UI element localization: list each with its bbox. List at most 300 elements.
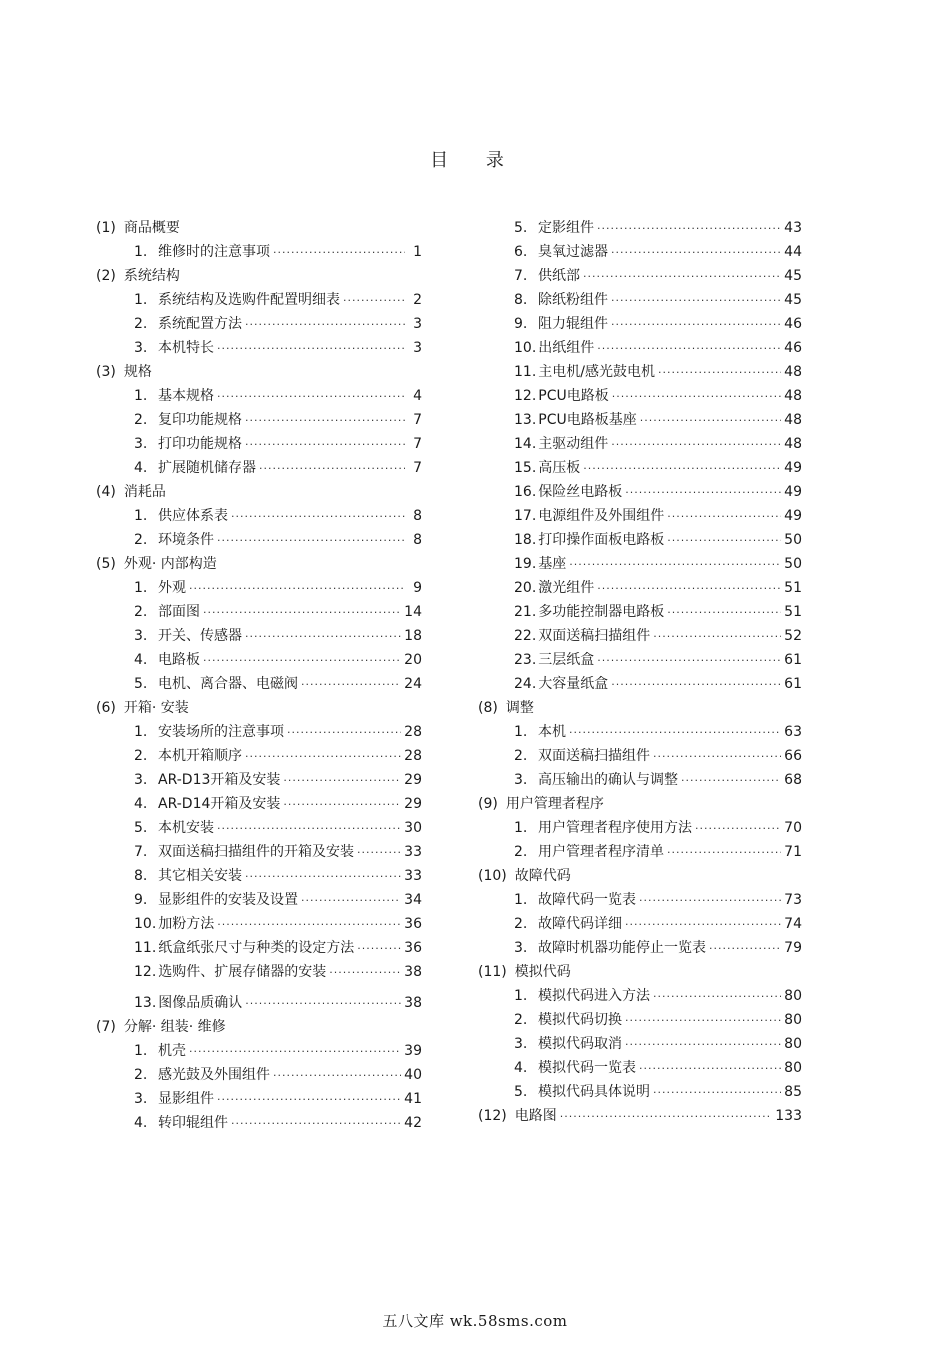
entry-label: 转印辊组件 bbox=[158, 1115, 228, 1131]
leader-dots bbox=[217, 817, 401, 841]
entry-number: 17. bbox=[514, 508, 537, 524]
entry-number: 12. bbox=[134, 964, 157, 980]
page-number: 42 bbox=[404, 1115, 422, 1131]
entry-label: 双面送稿扫描组件 bbox=[538, 748, 650, 764]
entry-number: 5. bbox=[514, 220, 528, 236]
toc-entry[interactable] bbox=[478, 1080, 802, 1104]
toc-entry[interactable] bbox=[478, 576, 802, 600]
leader-dots bbox=[245, 625, 401, 649]
section-label: 电路图 bbox=[514, 1108, 557, 1124]
toc-section-heading[interactable] bbox=[478, 792, 802, 816]
toc-entry[interactable] bbox=[96, 384, 422, 408]
entry-number: 4. bbox=[134, 460, 148, 476]
entry-label: 部面图 bbox=[158, 604, 200, 620]
page-number: 45 bbox=[784, 292, 802, 308]
entry-label: 图像品质确认 bbox=[158, 995, 243, 1011]
page-number: 33 bbox=[404, 868, 422, 884]
entry-number: 7. bbox=[514, 268, 528, 284]
page-number: 80 bbox=[784, 1036, 802, 1052]
page-number: 36 bbox=[404, 940, 422, 956]
toc-entry[interactable] bbox=[96, 792, 422, 816]
toc-section-heading[interactable] bbox=[96, 696, 422, 720]
entry-number: 3. bbox=[134, 1091, 148, 1107]
toc-entry[interactable] bbox=[478, 816, 802, 840]
leader-dots bbox=[639, 889, 781, 913]
leader-dots bbox=[357, 937, 401, 961]
toc-entry[interactable] bbox=[96, 504, 422, 528]
leader-dots bbox=[189, 1040, 401, 1064]
entry-label: 供纸部 bbox=[538, 268, 580, 284]
entry-number: 5. bbox=[134, 676, 148, 692]
toc-entry[interactable] bbox=[96, 1111, 422, 1135]
entry-label: 显影组件的安装及设置 bbox=[158, 892, 298, 908]
page-number: 85 bbox=[784, 1084, 802, 1100]
section-label: 消耗品 bbox=[123, 484, 166, 500]
page-number: 9 bbox=[413, 580, 422, 596]
toc-section-heading[interactable] bbox=[96, 216, 422, 240]
section-number: (12) bbox=[478, 1108, 507, 1124]
toc-entry[interactable] bbox=[96, 600, 422, 624]
entry-number: 3. bbox=[134, 340, 148, 356]
entry-number: 1. bbox=[134, 388, 148, 404]
page-title: 目 录 bbox=[430, 150, 520, 171]
entry-number: 22. bbox=[514, 628, 537, 644]
entry-number: 1. bbox=[514, 724, 528, 740]
leader-dots bbox=[259, 457, 405, 481]
entry-label: 打印操作面板电路板 bbox=[538, 532, 665, 548]
toc-entry[interactable] bbox=[478, 288, 802, 312]
toc-entry[interactable] bbox=[96, 312, 422, 336]
entry-label: PCU电路板 bbox=[538, 388, 609, 404]
section-label: 模拟代码 bbox=[514, 964, 571, 980]
entry-label: 其它相关安装 bbox=[158, 868, 242, 884]
entry-label: 电源组件及外围组件 bbox=[538, 508, 665, 524]
entry-number: 9. bbox=[514, 316, 528, 332]
toc-entry[interactable] bbox=[96, 576, 422, 600]
leader-dots bbox=[287, 721, 401, 745]
entry-label: 电路板 bbox=[158, 652, 200, 668]
toc-entry[interactable] bbox=[478, 312, 802, 336]
page-number: 41 bbox=[404, 1091, 422, 1107]
leader-dots bbox=[273, 241, 405, 265]
page-number: 4 bbox=[413, 388, 422, 404]
section-number: (10) bbox=[478, 868, 507, 884]
entry-label: 出纸组件 bbox=[538, 340, 595, 356]
page-number: 80 bbox=[784, 988, 802, 1004]
toc-entry[interactable] bbox=[96, 1039, 422, 1063]
entry-label: AR-D14开箱及安装 bbox=[158, 796, 281, 812]
section-number: (7) bbox=[96, 1019, 116, 1035]
entry-number: 2. bbox=[134, 748, 148, 764]
entry-label: 本机安装 bbox=[158, 820, 214, 836]
toc-entry[interactable] bbox=[478, 1056, 802, 1080]
page-number: 1 bbox=[413, 244, 422, 260]
entry-label: 选购件、扩展存储器的安装 bbox=[158, 964, 327, 980]
toc-entry[interactable] bbox=[96, 672, 422, 696]
page-number: 29 bbox=[404, 796, 422, 812]
page-number: 50 bbox=[784, 532, 802, 548]
entry-number: 3. bbox=[514, 940, 528, 956]
entry-number: 6. bbox=[514, 244, 528, 260]
page-number: 29 bbox=[404, 772, 422, 788]
toc-entry[interactable] bbox=[96, 624, 422, 648]
page-number: 49 bbox=[784, 484, 802, 500]
entry-label: 激光组件 bbox=[538, 580, 595, 596]
entry-number: 3. bbox=[514, 772, 528, 788]
leader-dots bbox=[611, 241, 781, 265]
page-number: 52 bbox=[784, 628, 802, 644]
section-label: 系统结构 bbox=[123, 268, 180, 284]
page-number: 40 bbox=[404, 1067, 422, 1083]
entry-label: 主驱动组件 bbox=[538, 436, 609, 452]
toc-entry[interactable] bbox=[478, 432, 802, 456]
entry-label: 本机特长 bbox=[158, 340, 214, 356]
leader-dots bbox=[583, 457, 781, 481]
entry-number: 3. bbox=[514, 1036, 528, 1052]
leader-dots bbox=[667, 841, 781, 865]
entry-number: 1. bbox=[134, 244, 148, 260]
entry-number: 11. bbox=[134, 940, 157, 956]
entry-number: 21. bbox=[514, 604, 537, 620]
page-number: 80 bbox=[784, 1012, 802, 1028]
toc-entry[interactable] bbox=[96, 288, 422, 312]
entry-label: 用户管理者程序清单 bbox=[538, 844, 664, 860]
toc-entry[interactable] bbox=[96, 888, 422, 912]
spacer bbox=[96, 984, 422, 991]
entry-number: 9. bbox=[134, 892, 148, 908]
toc-entry[interactable] bbox=[478, 984, 802, 1008]
leader-dots bbox=[301, 889, 401, 913]
leader-dots bbox=[611, 673, 781, 697]
page-number: 24 bbox=[404, 676, 422, 692]
section-label: 分解· 组装· 维修 bbox=[123, 1019, 226, 1035]
toc-entry[interactable] bbox=[478, 480, 802, 504]
section-number: (6) bbox=[96, 700, 116, 716]
toc-entry[interactable] bbox=[96, 408, 422, 432]
entry-number: 2. bbox=[134, 316, 148, 332]
section-label: 开箱· 安装 bbox=[123, 700, 189, 716]
page-number: 8 bbox=[413, 508, 422, 524]
leader-dots bbox=[597, 337, 781, 361]
toc-entry[interactable] bbox=[478, 456, 802, 480]
entry-number: 2. bbox=[134, 1067, 148, 1083]
toc-section-heading[interactable] bbox=[478, 1104, 802, 1128]
leader-dots bbox=[301, 673, 401, 697]
toc-entry[interactable] bbox=[96, 840, 422, 864]
leader-dots bbox=[217, 529, 405, 553]
page-number: 61 bbox=[784, 652, 802, 668]
entry-label: 定影组件 bbox=[538, 220, 594, 236]
toc-entry[interactable] bbox=[478, 216, 802, 240]
page-number: 14 bbox=[404, 604, 422, 620]
entry-number: 4. bbox=[134, 652, 148, 668]
page-number: 46 bbox=[784, 340, 802, 356]
leader-dots bbox=[653, 745, 781, 769]
entry-label: 机壳 bbox=[158, 1043, 186, 1059]
page-number: 7 bbox=[413, 436, 422, 452]
toc-entry[interactable] bbox=[478, 408, 802, 432]
page-number: 51 bbox=[784, 580, 802, 596]
toc-entry[interactable] bbox=[478, 1008, 802, 1032]
entry-label: 模拟代码取消 bbox=[538, 1036, 622, 1052]
entry-number: 1. bbox=[514, 988, 528, 1004]
toc-entry[interactable] bbox=[478, 624, 802, 648]
page-number: 68 bbox=[784, 772, 802, 788]
toc-entry[interactable] bbox=[96, 648, 422, 672]
toc-entry[interactable] bbox=[96, 744, 422, 768]
toc-entry[interactable] bbox=[96, 1087, 422, 1111]
toc-section-heading[interactable] bbox=[478, 960, 802, 984]
entry-number: 10. bbox=[514, 340, 537, 356]
leader-dots bbox=[611, 289, 781, 313]
page-number: 48 bbox=[784, 388, 802, 404]
toc-section-heading[interactable] bbox=[96, 264, 422, 288]
entry-number: 18. bbox=[514, 532, 537, 548]
entry-label: 纸盒纸张尺寸与种类的设定方法 bbox=[158, 940, 355, 956]
section-label: 故障代码 bbox=[514, 868, 571, 884]
leader-dots bbox=[357, 841, 401, 865]
leader-dots bbox=[681, 769, 781, 793]
toc-entry[interactable] bbox=[478, 840, 802, 864]
leader-dots bbox=[653, 625, 781, 649]
leader-dots bbox=[625, 1009, 781, 1033]
section-label: 用户管理者程序 bbox=[505, 796, 604, 812]
entry-label: 故障代码一览表 bbox=[538, 892, 636, 908]
toc-entry[interactable] bbox=[478, 336, 802, 360]
entry-number: 13. bbox=[134, 995, 157, 1011]
entry-label: 模拟代码切换 bbox=[538, 1012, 622, 1028]
entry-number: 2. bbox=[134, 532, 148, 548]
toc-entry[interactable] bbox=[478, 504, 802, 528]
entry-label: 安装场所的注意事项 bbox=[158, 724, 284, 740]
toc-section-heading[interactable] bbox=[96, 480, 422, 504]
toc-section-heading[interactable] bbox=[96, 360, 422, 384]
leader-dots bbox=[695, 817, 781, 841]
entry-number: 12. bbox=[514, 388, 537, 404]
toc-entry[interactable] bbox=[478, 672, 802, 696]
entry-label: 大容量纸盒 bbox=[538, 676, 609, 692]
page-number: 80 bbox=[784, 1060, 802, 1076]
entry-label: 模拟代码具体说明 bbox=[538, 1084, 650, 1100]
entry-label: 开关、传感器 bbox=[158, 628, 242, 644]
page-number: 44 bbox=[784, 244, 802, 260]
toc-entry[interactable] bbox=[478, 912, 802, 936]
page-number: 36 bbox=[404, 916, 422, 932]
leader-dots bbox=[283, 793, 401, 817]
page-number: 133 bbox=[775, 1108, 802, 1124]
page-number: 3 bbox=[413, 340, 422, 356]
section-number: (3) bbox=[96, 364, 116, 380]
entry-label: 系统结构及选购件配置明细表 bbox=[158, 292, 340, 308]
entry-label: 除纸粉组件 bbox=[538, 292, 608, 308]
toc-entry[interactable] bbox=[478, 528, 802, 552]
entry-number: 1. bbox=[134, 724, 148, 740]
entry-number: 4. bbox=[134, 796, 148, 812]
entry-number: 1. bbox=[134, 580, 148, 596]
leader-dots bbox=[625, 913, 781, 937]
toc-entry[interactable] bbox=[96, 456, 422, 480]
leader-dots bbox=[597, 577, 781, 601]
entry-label: 故障代码详细 bbox=[538, 916, 622, 932]
page-number: 30 bbox=[404, 820, 422, 836]
page-number: 20 bbox=[404, 652, 422, 668]
section-label: 商品概要 bbox=[123, 220, 180, 236]
entry-number: 8. bbox=[134, 868, 148, 884]
page-number: 38 bbox=[404, 995, 422, 1011]
page-number: 18 bbox=[404, 628, 422, 644]
entry-label: 外观 bbox=[158, 580, 186, 596]
page-number: 48 bbox=[784, 364, 802, 380]
entry-label: 系统配置方法 bbox=[158, 316, 242, 332]
page-number: 71 bbox=[784, 844, 802, 860]
entry-label: 本机开箱顺序 bbox=[158, 748, 242, 764]
toc-section-heading[interactable] bbox=[96, 1015, 422, 1039]
entry-label: 用户管理者程序使用方法 bbox=[538, 820, 692, 836]
leader-dots bbox=[597, 217, 781, 241]
toc-entry[interactable] bbox=[96, 720, 422, 744]
page-number: 79 bbox=[784, 940, 802, 956]
page-number: 61 bbox=[784, 676, 802, 692]
entry-label: 模拟代码进入方法 bbox=[538, 988, 650, 1004]
entry-number: 1. bbox=[134, 508, 148, 524]
entry-label: 供应体系表 bbox=[158, 508, 228, 524]
page-number: 28 bbox=[404, 748, 422, 764]
entry-label: 双面送稿扫描组件 bbox=[538, 628, 651, 644]
toc-entry[interactable] bbox=[478, 552, 802, 576]
leader-dots bbox=[653, 1081, 781, 1105]
toc-entry[interactable] bbox=[478, 768, 802, 792]
leader-dots bbox=[343, 289, 405, 313]
toc-entry[interactable] bbox=[478, 264, 802, 288]
entry-number: 4. bbox=[514, 1060, 528, 1076]
leader-dots bbox=[653, 985, 781, 1009]
toc-entry[interactable] bbox=[478, 888, 802, 912]
entry-number: 13. bbox=[514, 412, 537, 428]
entry-label: 加粉方法 bbox=[158, 916, 215, 932]
leader-dots bbox=[611, 313, 781, 337]
footer-watermark: 五八文库 wk.58sms.com bbox=[382, 1312, 568, 1330]
toc-entry[interactable] bbox=[96, 432, 422, 456]
entry-label: 基本规格 bbox=[158, 388, 214, 404]
entry-number: 2. bbox=[514, 1012, 528, 1028]
page-number: 8 bbox=[413, 532, 422, 548]
leader-dots bbox=[231, 1112, 401, 1136]
leader-dots bbox=[583, 265, 781, 289]
entry-number: 8. bbox=[514, 292, 528, 308]
toc-entry[interactable] bbox=[478, 384, 802, 408]
entry-label: 显影组件 bbox=[158, 1091, 214, 1107]
leader-dots bbox=[245, 745, 401, 769]
toc-entry[interactable] bbox=[96, 336, 422, 360]
entry-number: 2. bbox=[134, 604, 148, 620]
toc-entry[interactable] bbox=[96, 1063, 422, 1087]
entry-number: 7. bbox=[134, 844, 148, 860]
entry-label: 保险丝电路板 bbox=[538, 484, 623, 500]
entry-label: 高压板 bbox=[538, 460, 581, 476]
leader-dots bbox=[217, 337, 405, 361]
entry-number: 11. bbox=[514, 364, 537, 380]
toc-entry[interactable] bbox=[478, 360, 802, 384]
toc-entry[interactable] bbox=[96, 912, 422, 936]
leader-dots bbox=[597, 649, 781, 673]
entry-number: 5. bbox=[514, 1084, 528, 1100]
leader-dots bbox=[639, 1057, 781, 1081]
page-number: 28 bbox=[404, 724, 422, 740]
page-number: 7 bbox=[413, 412, 422, 428]
leader-dots bbox=[611, 433, 781, 457]
leader-dots bbox=[658, 361, 781, 385]
toc-entry[interactable] bbox=[96, 936, 422, 960]
entry-label: 双面送稿扫描组件的开箱及安装 bbox=[158, 844, 354, 860]
section-number: (11) bbox=[478, 964, 507, 980]
page-number: 73 bbox=[784, 892, 802, 908]
entry-label: 扩展随机储存器 bbox=[158, 460, 256, 476]
toc-entry[interactable] bbox=[96, 960, 422, 984]
leader-dots bbox=[245, 865, 401, 889]
toc-entry[interactable] bbox=[478, 240, 802, 264]
toc-entry[interactable] bbox=[96, 240, 422, 264]
entry-label: 打印功能规格 bbox=[158, 436, 242, 452]
leader-dots bbox=[560, 1105, 773, 1129]
entry-number: 20. bbox=[514, 580, 537, 596]
toc-entry[interactable] bbox=[96, 991, 422, 1015]
toc-entry[interactable] bbox=[96, 864, 422, 888]
leader-dots bbox=[329, 961, 401, 985]
toc-entry[interactable] bbox=[478, 600, 802, 624]
page-number: 34 bbox=[404, 892, 422, 908]
page-number: 2 bbox=[413, 292, 422, 308]
leader-dots bbox=[625, 481, 781, 505]
toc-entry[interactable] bbox=[478, 1032, 802, 1056]
toc-entry[interactable] bbox=[96, 816, 422, 840]
section-number: (8) bbox=[478, 700, 498, 716]
entry-label: 本机 bbox=[538, 724, 566, 740]
toc-entry[interactable] bbox=[96, 528, 422, 552]
entry-label: 多功能控制器电路板 bbox=[538, 604, 665, 620]
leader-dots bbox=[203, 649, 401, 673]
leader-dots bbox=[231, 505, 405, 529]
entry-label: 阻力辊组件 bbox=[538, 316, 608, 332]
leader-dots bbox=[667, 505, 781, 529]
entry-label: 臭氧过滤器 bbox=[538, 244, 608, 260]
entry-label: 电机、离合器、电磁阀 bbox=[158, 676, 298, 692]
toc-section-heading[interactable] bbox=[478, 696, 802, 720]
toc-section-heading[interactable] bbox=[96, 552, 422, 576]
toc-section-heading[interactable] bbox=[478, 864, 802, 888]
entry-number: 23. bbox=[514, 652, 537, 668]
leader-dots bbox=[667, 601, 781, 625]
page-number: 49 bbox=[784, 460, 802, 476]
entry-number: 19. bbox=[514, 556, 537, 572]
leader-dots bbox=[640, 409, 781, 433]
entry-number: 15. bbox=[514, 460, 537, 476]
toc-entry[interactable] bbox=[96, 768, 422, 792]
entry-label: 模拟代码一览表 bbox=[538, 1060, 636, 1076]
entry-label: 环境条件 bbox=[158, 532, 214, 548]
entry-number: 1. bbox=[134, 292, 148, 308]
section-number: (9) bbox=[478, 796, 498, 812]
toc-entry[interactable] bbox=[478, 648, 802, 672]
toc-entry[interactable] bbox=[478, 936, 802, 960]
leader-dots bbox=[667, 529, 781, 553]
entry-number: 5. bbox=[134, 820, 148, 836]
entry-label: 复印功能规格 bbox=[158, 412, 242, 428]
leader-dots bbox=[217, 1088, 401, 1112]
entry-label: PCU电路板基座 bbox=[538, 412, 637, 428]
entry-number: 14. bbox=[514, 436, 537, 452]
toc-entry[interactable] bbox=[478, 744, 802, 768]
toc-entry[interactable] bbox=[478, 720, 802, 744]
